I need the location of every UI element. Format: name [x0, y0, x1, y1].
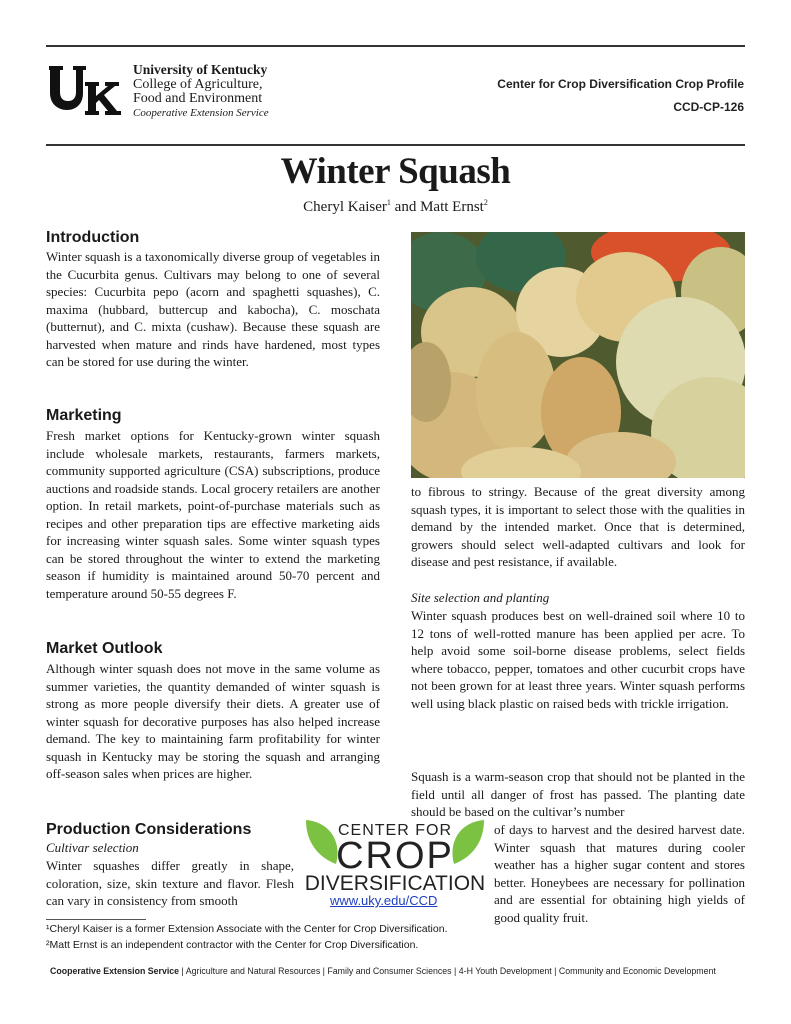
ccd-logo-line1: CENTER FOR: [338, 822, 452, 839]
profile-series: Center for Crop Diversification Crop Profile: [497, 77, 744, 91]
footnote-1: ¹Cheryl Kaiser is a former Extension Associate with the Center for Crop Diversification.: [46, 923, 448, 935]
ccd-logo-line3: DIVERSIFICATION: [304, 872, 486, 895]
marketing-text: Fresh market options for Kentucky-grown winter squash include wholesale markets, restaurants, farmers markets, community supported agriculture (CSA) subscriptions, produce auctions and roadside stands. Local grocery retailers are another option. In retail markets, point-of-purchase materials such as recipes and other preparation tips are effective marketing aids for increasing winter squash sales. Some winter squash types can be stored throughout the winter to extend the marketing season if humidity is maintained around 50-70 percent and temperature around 50-55 degrees F.: [46, 428, 380, 601]
top-rule: [46, 45, 745, 47]
page-title: Winter Squash: [280, 151, 511, 192]
footer-lead: Cooperative Extension Service: [50, 966, 180, 976]
extension-service: Cooperative Extension Service: [133, 107, 269, 119]
footnote-2: ²Matt Ernst is an independent contractor with the Center for Crop Diversification.: [46, 939, 419, 951]
site-selection-text: Winter squash produces best on well-drained soil where 10 to 12 tons of well-rotted manure has been applied per acre. To help avoid some soil-borne disease problems, select fields where tobacco, pepper, tomatoes and other cucurbit crops have not been grown for at least three years. Winter squash performs well using black plastic on raised beds with trickle irrigation.: [411, 608, 745, 711]
cultivar-selection-text: Winter squashes differ greatly in shape, coloration, size, skin texture and flavor. Flesh can vary in consistency from smooth: [46, 858, 294, 908]
profile-code: CCD-CP-126: [673, 100, 744, 114]
author-2-sup: 2: [483, 198, 488, 207]
footer: [50, 966, 716, 976]
introduction-text: Winter squash is a taxonomically diverse group of vegetables in the Cucurbita genus. Cultivars may belong to one of several species: Cucurbita pepo (acorn and spaghetti squashes), C. maxima (hubbard, buttercup and kabocha), C. moschata (butternut), and C. mixta (cushaw). Because these squash are harvested when mature and rinds have hardened, most types can be stored for use during the winter.: [46, 249, 380, 369]
ccd-logo-line2: CROP: [336, 835, 454, 877]
footnote-rule: [46, 919, 146, 920]
squash-photo: [411, 232, 745, 478]
marketing-heading: Marketing: [46, 407, 122, 424]
planting-text: Squash is a warm-season crop that should not be planted in the field until all danger of frost has passed. The planting date should be based on the cultivar’s number: [411, 769, 745, 819]
authors: [0, 198, 791, 216]
cultivar-selection-heading: Cultivar selection: [46, 840, 139, 855]
ccd-url-link[interactable]: www.uky.edu/CCD: [330, 893, 438, 908]
production-heading: Production Considerations: [46, 821, 252, 838]
college-name: College of Agriculture,: [133, 77, 263, 92]
cultivar-selection-continued: to fibrous to stringy. Because of the great diversity among squash types, it is important to select those with the qualities in demand by the intended market. Once that is determined, growers should select well-adapted cultivars and look for disease and pest resistance, if available.: [411, 484, 745, 569]
author-connector: and: [390, 199, 421, 215]
author-1-sup: 1: [386, 198, 391, 207]
college-name-cont: Food and Environment: [133, 91, 263, 106]
market-outlook-heading: Market Outlook: [46, 640, 163, 657]
header-bottom-rule: [46, 144, 745, 146]
author-2: Matt Ernst: [420, 199, 484, 215]
author-1: Cheryl Kaiser: [303, 199, 387, 215]
footer-rest: | Agriculture and Natural Resources | Family and Consumer Sciences | 4-H Youth Development | Community and Economic Development: [179, 966, 716, 976]
market-outlook-text: Although winter squash does not move in the same volume as summer varieties, the quantity demanded of winter squash is strong as more people diversify their diets. A greater use of winter squash for decorative purposes has also helped increase demand. The key to maintaining farm profitability for winter squash in Kentucky may be storing the squash and arranging off-season sales when prices are higher.: [46, 661, 380, 781]
site-selection-heading: Site selection and planting: [411, 590, 550, 605]
planting-text-cont: of days to harvest and the desired harvest date. Winter squash that matures during cooler weather has a higher sugar content and stores better. Honeybees are necessary for pollination and are essential for obtaining high yields of good quality fruit.: [494, 822, 745, 925]
institution-name: University of Kentucky: [133, 62, 268, 77]
introduction-heading: Introduction: [46, 229, 140, 246]
uk-logo-icon: [47, 62, 122, 118]
